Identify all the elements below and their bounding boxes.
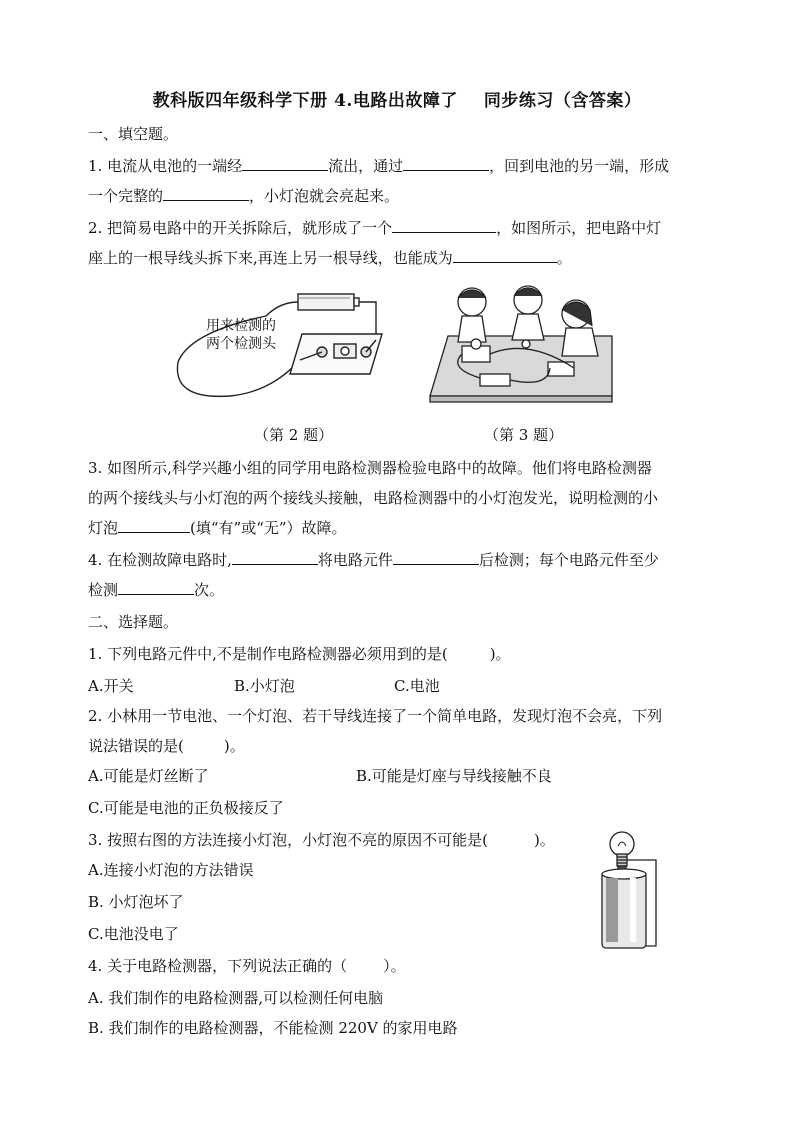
section2-heading: 二、选择题。 bbox=[88, 613, 179, 631]
s1-q1-line2: 一个完整的 ，小灯泡就会亮起来。 bbox=[88, 187, 400, 205]
s2-q2-option-c[interactable]: C.可能是电池的正负极接反了 bbox=[88, 799, 284, 817]
fig2-caption: （第 2 题） bbox=[254, 426, 334, 444]
fig3-caption: （第 3 题） bbox=[484, 426, 564, 444]
bulb-icon bbox=[610, 832, 634, 856]
fig2-label-line1: 用来检测的 bbox=[206, 318, 276, 334]
bulb-on-battery-figure bbox=[592, 826, 668, 954]
circuit-tester-figure bbox=[170, 282, 390, 414]
answer-blank[interactable] bbox=[242, 156, 328, 171]
s2-q1-option-a[interactable]: A.开关 bbox=[88, 677, 134, 695]
kids-testing-circuit-figure bbox=[428, 278, 614, 406]
battery-icon bbox=[298, 294, 354, 310]
s1-q4-line1: 4. 在检测故障电路时, 将电路元件 后检测；每个电路元件至少 bbox=[88, 551, 659, 569]
s1-q4-line2: 检测 次。 bbox=[88, 581, 225, 599]
s2-q1-option-c[interactable]: C.电池 bbox=[394, 677, 440, 695]
section1-heading: 一、填空题。 bbox=[88, 125, 179, 143]
title-main: 教科版四年级科学下册 4.电路出故障了 bbox=[152, 91, 458, 111]
s1-q3-line1: 3. 如图所示,科学兴趣小组的同学用电路检测器检验电路中的故障。他们将电路检测器 bbox=[88, 459, 652, 477]
s1-q3-line2: 的两个接线头与小灯泡的两个接线头接触，电路检测器中的小灯泡发光，说明检测的小 bbox=[88, 489, 659, 507]
page-title bbox=[0, 86, 794, 111]
s2-q3-stem: 3. 按照右图的方法连接小灯泡，小灯泡不亮的原因不可能是( )。 bbox=[88, 831, 555, 849]
answer-blank[interactable] bbox=[392, 218, 496, 233]
s2-q3-option-a[interactable]: A.连接小灯泡的方法错误 bbox=[88, 861, 254, 879]
s1-q3-line3: 灯泡 (填“有”或“无”）故障。 bbox=[88, 519, 347, 537]
answer-blank[interactable] bbox=[453, 248, 557, 263]
answer-blank[interactable] bbox=[403, 156, 489, 171]
answer-blank[interactable] bbox=[118, 580, 194, 595]
s2-q1-stem: 1. 下列电路元件中,不是制作电路检测器必须用到的是( )。 bbox=[88, 645, 511, 663]
s1-q1-line1: 1. 电流从电池的一端经 流出，通过 ，回到电池的另一端，形成 bbox=[88, 157, 670, 175]
s2-q4-stem: 4. 关于电路检测器，下列说法正确的（ ）。 bbox=[88, 957, 406, 975]
title-sub: 同步练习（含答案） bbox=[483, 91, 642, 111]
s2-q3-option-c[interactable]: C.电池没电了 bbox=[88, 925, 179, 943]
s2-q4-option-a[interactable]: A. 我们制作的电路检测器,可以检测任何电脑 bbox=[88, 989, 384, 1007]
answer-blank[interactable] bbox=[393, 550, 479, 565]
s2-q1-option-b[interactable]: B.小灯泡 bbox=[234, 677, 295, 695]
s1-q2-line1: 2. 把简易电路中的开关拆除后，就形成了一个 ，如图所示，把电路中灯 bbox=[88, 219, 662, 237]
s2-q2-option-b[interactable]: B.可能是灯座与导线接触不良 bbox=[356, 767, 552, 785]
s2-q4-option-b[interactable]: B. 我们制作的电路检测器，不能检测 220V 的家用电路 bbox=[88, 1019, 458, 1037]
s2-q2-option-a[interactable]: A.可能是灯丝断了 bbox=[88, 767, 209, 785]
s2-q2-stem2: 说法错误的是( )。 bbox=[88, 737, 245, 755]
answer-blank[interactable] bbox=[232, 550, 318, 565]
s2-q2-stem1: 2. 小林用一节电池、一个灯泡、若干导线连接了一个简单电路，发现灯泡不会亮，下列 bbox=[88, 707, 663, 725]
answer-blank[interactable] bbox=[163, 186, 249, 201]
s2-q3-option-b[interactable]: B. 小灯泡坏了 bbox=[88, 893, 184, 911]
s1-q2-line2: 座上的一根导线头拆下来,再连上另一根导线，也能成为 。 bbox=[88, 249, 572, 267]
answer-blank[interactable] bbox=[118, 518, 190, 533]
fig2-label-line2: 两个检测头 bbox=[206, 336, 276, 352]
